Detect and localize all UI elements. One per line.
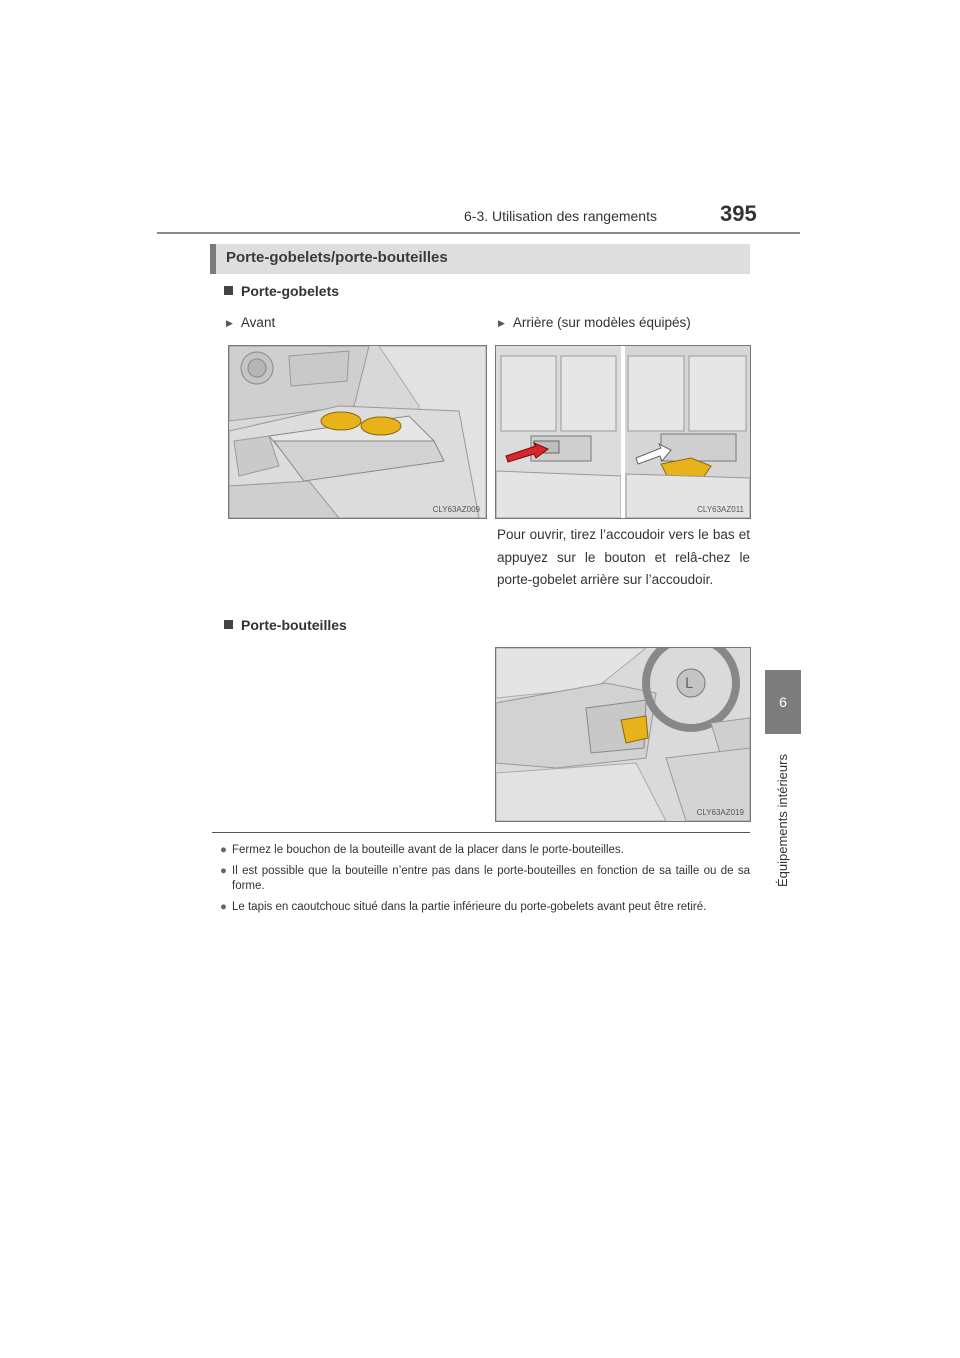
square-bullet-icon	[224, 620, 233, 629]
triangle-bullet-icon: ▶	[498, 318, 505, 328]
chapter-tab: 6	[765, 670, 801, 734]
rear-cup-holder-illustration	[495, 345, 751, 519]
circle-bullet-icon: ●	[220, 865, 227, 877]
square-bullet-icon	[224, 286, 233, 295]
chapter-title: Équipements intérieurs	[775, 754, 790, 887]
rear-armrest-drawing	[496, 346, 750, 518]
bottle-holder-illustration	[495, 647, 751, 822]
door-bottle-holder-drawing	[496, 648, 750, 821]
cup-holders-heading: Porte-gobelets	[224, 283, 339, 299]
triangle-bullet-icon: ▶	[226, 318, 233, 328]
circle-bullet-icon: ●	[220, 844, 227, 856]
note-item: ● Il est possible que la bouteille n’entre pas dans le porte-bouteilles en fonction de sa taille ou de sa forme.	[220, 865, 750, 892]
front-label: ▶ Avant	[226, 315, 276, 330]
front-cup-holder-illustration	[228, 345, 487, 519]
image-code: CLY63AZ009	[432, 505, 480, 514]
section-title-bar	[210, 244, 750, 274]
svg-text:L: L	[685, 676, 693, 692]
note-item: ● Fermez le bouchon de la bouteille avant de la placer dans le porte-bouteilles.	[220, 844, 624, 856]
section-title: Porte-gobelets/porte-bouteilles	[226, 249, 448, 266]
rear-label: ▶ Arrière (sur modèles équipés)	[498, 315, 691, 330]
header-divider	[157, 232, 800, 234]
bottle-holders-heading: Porte-bouteilles	[224, 617, 347, 633]
section-header: 6-3. Utilisation des rangements	[464, 208, 657, 224]
image-code: CLY63AZ019	[696, 808, 744, 817]
rear-left-panel	[496, 346, 621, 518]
chapter-title-vertical	[770, 745, 796, 895]
notes-divider	[212, 832, 750, 833]
front-console-drawing	[229, 346, 486, 518]
note-item: ● Le tapis en caoutchouc situé dans la partie inférieure du porte-gobelets avant peut être retiré.	[220, 901, 707, 913]
image-code: CLY63AZ011	[697, 505, 744, 514]
page-number: 395	[720, 201, 757, 226]
rear-instructions: Pour ouvrir, tirez l’accoudoir vers le bas et appuyez sur le bouton et relâ-chez le porte-gobelet arrière sur l’accoudoir.	[497, 527, 750, 587]
circle-bullet-icon: ●	[220, 901, 227, 913]
